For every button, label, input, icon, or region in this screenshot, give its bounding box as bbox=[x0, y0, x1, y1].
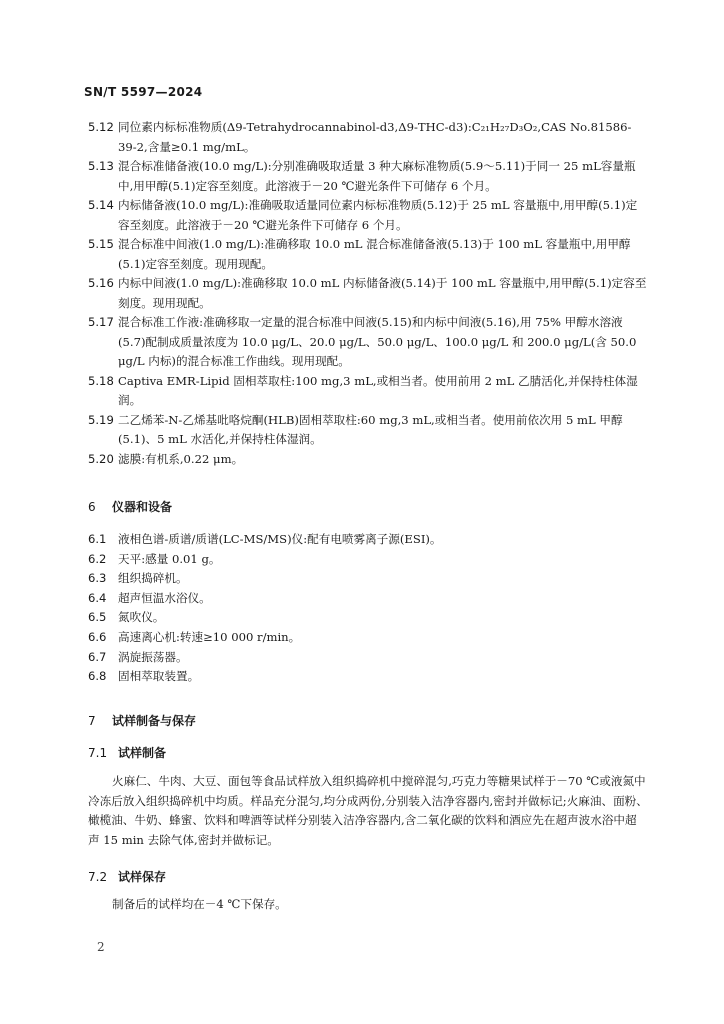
clause-5-15 bbox=[88, 235, 648, 274]
clause-number: 6.4 bbox=[88, 590, 107, 605]
clause-number: 5.17 bbox=[88, 315, 114, 329]
reagents-list bbox=[88, 118, 648, 469]
clause-6-6 bbox=[88, 628, 648, 648]
clause-number: 6.1 bbox=[88, 532, 107, 546]
clause-text: 液相色谱-质谱/质谱(LC-MS/MS)仪:配有电喷雾离子源(ESI)。 bbox=[118, 532, 442, 546]
clause-number: 6.7 bbox=[88, 649, 107, 664]
clause-text: 高速离心机:转速≥10 000 r/min。 bbox=[118, 629, 301, 644]
clause-6-4 bbox=[88, 589, 648, 609]
clause-6-2 bbox=[88, 550, 648, 570]
clause-5-14 bbox=[88, 196, 648, 235]
subsection-number: 7.2 bbox=[88, 870, 108, 884]
clause-text: 天平:感量 0.01 g。 bbox=[118, 551, 221, 566]
clause-text: 组织捣碎机。 bbox=[118, 571, 188, 586]
clause-5-12 bbox=[88, 118, 648, 157]
clause-number: 5.12 bbox=[88, 120, 114, 134]
clause-number: 5.14 bbox=[88, 198, 114, 212]
clause-5-19 bbox=[88, 411, 648, 450]
clause-text: 混合标准中间液(1.0 mg/L):准确移取 10.0 mL 混合标准储备液(5.13)于 100 mL 容量瓶中,用甲醇(5.1)定容至刻度。现用现配。 bbox=[118, 237, 631, 271]
clause-6-5 bbox=[88, 608, 648, 628]
clause-text: 涡旋振荡器。 bbox=[118, 649, 188, 664]
clause-text: 固相萃取装置。 bbox=[118, 669, 200, 684]
clause-6-8 bbox=[88, 667, 648, 687]
clause-6-1 bbox=[88, 530, 648, 550]
subsection-title: 试样保存 bbox=[118, 870, 167, 884]
clause-number: 5.15 bbox=[88, 237, 114, 251]
clause-5-17 bbox=[88, 313, 648, 372]
clause-text: 同位素内标标准物质(Δ9-Tetrahydrocannabinol-d3,Δ9-THC-d3):C₂₁H₂₇D₃O₂,CAS No.81586-39-2,含量≥0.1 mg/mL。 bbox=[118, 120, 632, 154]
clause-number: 6.3 bbox=[88, 571, 107, 586]
section-number: 6 bbox=[88, 500, 96, 514]
clause-text: 内标中间液(1.0 mg/L):准确移取 10.0 mL 内标储备液(5.14)于 100 mL 容量瓶中,用甲醇(5.1)定容至刻度。现用现配。 bbox=[118, 276, 647, 310]
clause-number: 5.20 bbox=[88, 451, 114, 466]
clause-text: Captiva EMR-Lipid 固相萃取柱:100 mg,3 mL,或相当者。使用前用 2 mL 乙腈活化,并保持柱体湿润。 bbox=[118, 373, 638, 407]
clause-number: 5.19 bbox=[88, 412, 114, 427]
clause-text: 滤膜:有机系,0.22 μm。 bbox=[118, 451, 244, 466]
clause-text: 超声恒温水浴仪。 bbox=[118, 590, 211, 605]
subsection-7-2-heading bbox=[88, 868, 166, 885]
sample-storage-paragraph: 制备后的试样均在－4 ℃下保存。 bbox=[112, 897, 287, 911]
clause-number: 6.6 bbox=[88, 629, 107, 644]
clause-number: 5.13 bbox=[88, 159, 114, 173]
page-number: 2 bbox=[97, 940, 105, 954]
clause-6-3 bbox=[88, 569, 648, 589]
sample-preparation-paragraph: 火麻仁、牛肉、大豆、面包等食品试样放入组织捣碎机中搅碎混匀,巧克力等糖果试样于－70 ℃或液氮中冷冻后放入组织捣碎机中均质。样品充分混匀,均分成两份,分别装入洁净容器内,密封并做标记;火麻油、面粉、橄榄油、牛奶、蜂蜜、饮料和啤酒等试样分别装入洁净容器内,含二氧化碳的饮料和酒应先在超声波水浴中超声 15 min 去除气体,密封并做标记。 bbox=[88, 774, 648, 847]
subsection-title: 试样制备 bbox=[118, 746, 167, 760]
clause-text: 混合标准工作液:准确移取一定量的混合标准中间液(5.15)和内标中间液(5.16),用 75% 甲醇水溶液(5.7)配制成质量浓度为 10.0 μg/L、20.0 μg/L、50.0 μg/L、100.0 μg/L 和 200.0 μg/L(含 50.0 μg/L 内标)的混合标准工作曲线。现用现配。 bbox=[118, 315, 637, 368]
section-number: 7 bbox=[88, 714, 96, 728]
clause-number: 6.5 bbox=[88, 610, 107, 625]
section-title: 仪器和设备 bbox=[112, 500, 173, 514]
section-7-heading bbox=[88, 712, 196, 729]
equipment-list bbox=[88, 530, 648, 687]
clause-number: 6.2 bbox=[88, 551, 107, 566]
clause-text: 混合标准储备液(10.0 mg/L):分别准确吸取适量 3 种大麻标准物质(5.9～5.11)于同一 25 mL容量瓶中,用甲醇(5.1)定容至刻度。此溶液于－20 ℃避光条件下可储存 6 个月。 bbox=[118, 159, 636, 193]
clause-text: 氮吹仪。 bbox=[118, 610, 165, 625]
clause-6-7 bbox=[88, 648, 648, 668]
clause-5-20 bbox=[88, 450, 648, 470]
clause-number: 5.16 bbox=[88, 276, 114, 290]
clause-text: 二乙烯苯-N-乙烯基吡咯烷酮(HLB)固相萃取柱:60 mg,3 mL,或相当者。使用前依次用 5 mL 甲醇(5.1)、5 mL 水活化,并保持柱体湿润。 bbox=[118, 412, 623, 446]
subsection-7-1-heading bbox=[88, 744, 166, 761]
subsection-number: 7.1 bbox=[88, 746, 108, 760]
clause-5-18 bbox=[88, 372, 648, 411]
clause-5-13 bbox=[88, 157, 648, 196]
clause-number: 6.8 bbox=[88, 669, 107, 684]
clause-number: 5.18 bbox=[88, 373, 114, 388]
standard-number: SN/T 5597—2024 bbox=[84, 85, 203, 99]
section-title: 试样制备与保存 bbox=[112, 714, 197, 728]
clause-5-16 bbox=[88, 274, 648, 313]
section-6-heading bbox=[88, 498, 172, 515]
clause-text: 内标储备液(10.0 mg/L):准确吸取适量同位素内标标准物质(5.12)于 25 mL 容量瓶中,用甲醇(5.1)定容至刻度。此溶液于－20 ℃避光条件下可储存 6 个月。 bbox=[118, 198, 638, 232]
